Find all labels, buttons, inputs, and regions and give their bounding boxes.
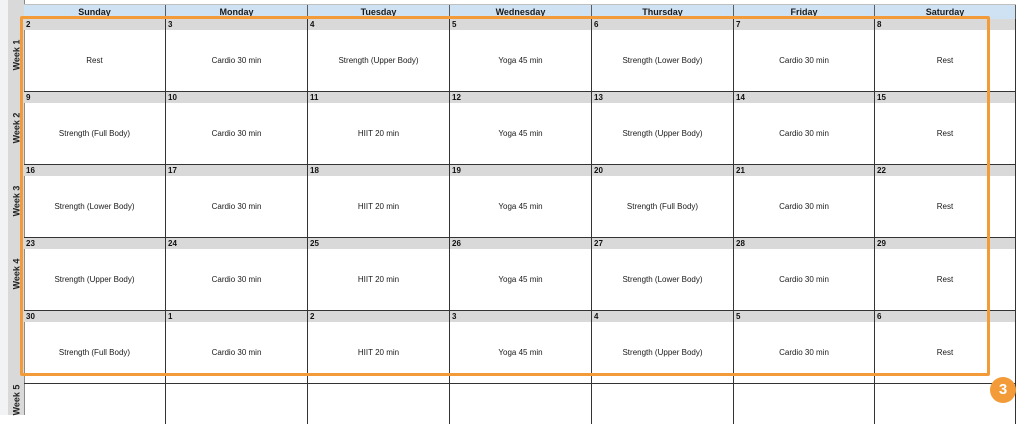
activity-text: Strength (Full Body) [58,348,131,357]
day-cell[interactable] [24,238,166,310]
day-cell[interactable] [734,238,875,310]
activity-text: Rest [936,56,954,65]
activity-text: Rest [936,129,954,138]
day-cell[interactable] [734,311,875,383]
day-cell[interactable] [592,19,734,91]
day-header-friday[interactable]: Friday [734,5,875,19]
date-number: 6 [592,19,733,30]
activity-text: Yoga 45 min [498,348,543,357]
activity-text: Rest [936,348,954,357]
activity-text: Cardio 30 min [779,275,829,284]
date-number: 5 [450,19,591,30]
day-header-row [24,4,1016,20]
day-cell[interactable] [308,92,450,164]
week-row [24,238,1016,311]
week-label [8,19,24,91]
day-cell[interactable] [592,165,734,237]
week-label-text: Week 4 [11,258,22,290]
date-number: 25 [308,238,449,249]
day-cell[interactable] [308,19,450,91]
activity-text: Cardio 30 min [211,56,262,65]
day-cell[interactable] [166,92,308,164]
day-cell[interactable] [734,92,875,164]
date-number: 6 [875,311,1015,322]
date-number: 22 [875,165,1015,176]
activity-text: Strength (Upper Body) [54,275,135,284]
date-number: 20 [592,165,733,176]
day-cell[interactable] [308,311,450,383]
day-cell[interactable] [875,165,1016,237]
activity-text: Rest [86,56,103,65]
date-number: 28 [734,238,874,249]
day-cell[interactable] [450,311,592,383]
date-number: 12 [450,92,591,103]
activity-text: Cardio 30 min [779,129,829,138]
day-cell-empty[interactable] [166,384,308,424]
date-number: 16 [24,165,165,176]
activity-text: Strength (Full Body) [58,129,131,138]
activity-text: Rest [936,202,954,211]
date-number: 4 [308,19,449,30]
day-cell[interactable] [875,238,1016,310]
day-cell[interactable] [592,238,734,310]
day-cell-empty[interactable] [24,384,166,424]
date-number: 8 [875,19,1015,30]
date-number: 30 [24,311,165,322]
day-header-sunday[interactable]: Sunday [24,5,166,19]
activity-text: Strength (Full Body) [626,202,699,211]
activity-text: Strength (Upper Body) [622,348,703,357]
date-number: 3 [166,19,307,30]
day-header-monday[interactable]: Monday [166,5,308,19]
week-row [24,19,1016,92]
day-cell[interactable] [166,19,308,91]
day-cell[interactable] [308,165,450,237]
week-label [8,384,24,415]
week-label [8,238,24,310]
date-number: 26 [450,238,591,249]
day-cell[interactable] [450,19,592,91]
day-header-saturday[interactable]: Saturday [875,5,1016,19]
date-number: 15 [875,92,1015,103]
week-row [24,311,1016,384]
activity-text: Strength (Upper Body) [338,56,419,65]
activity-text: Cardio 30 min [211,275,262,284]
activity-text: HIIT 20 min [357,129,400,138]
day-cell[interactable] [450,238,592,310]
day-cell[interactable] [450,92,592,164]
calendar-grid [24,19,1016,424]
day-cell-empty[interactable] [450,384,592,424]
date-number: 19 [450,165,591,176]
day-cell[interactable] [24,92,166,164]
week-row-empty [24,384,1016,424]
date-number: 17 [166,165,307,176]
day-cell[interactable] [166,311,308,383]
activity-text: Rest [936,275,954,284]
date-number: 29 [875,238,1015,249]
activity-text: Cardio 30 min [779,56,829,65]
activity-text: Strength (Lower Body) [54,202,135,211]
activity-text: Yoga 45 min [498,202,543,211]
day-cell-empty[interactable] [734,384,875,424]
activity-text: Yoga 45 min [498,56,543,65]
day-cell[interactable] [875,19,1016,91]
week-row [24,92,1016,165]
week-label-text: Week 5 [11,384,22,415]
day-header-tuesday[interactable]: Tuesday [308,5,450,19]
date-number: 4 [592,311,733,322]
day-cell[interactable] [308,238,450,310]
day-cell-empty[interactable] [592,384,734,424]
day-cell[interactable] [875,311,1016,383]
date-number: 5 [734,311,874,322]
date-number: 1 [166,311,307,322]
activity-text: HIIT 20 min [357,202,400,211]
date-number: 7 [734,19,874,30]
date-number: 14 [734,92,874,103]
date-number: 2 [24,19,165,30]
activity-text: Strength (Lower Body) [622,275,703,284]
selection-badge[interactable]: 3 [990,377,1016,403]
day-cell[interactable] [24,19,166,91]
day-cell[interactable] [734,19,875,91]
week-label-text: Week 2 [11,112,22,144]
day-header-thursday[interactable]: Thursday [592,5,734,19]
date-number: 24 [166,238,307,249]
day-header-wednesday[interactable]: Wednesday [450,5,592,19]
day-cell[interactable] [166,165,308,237]
activity-text: Strength (Lower Body) [622,56,703,65]
day-cell[interactable] [592,92,734,164]
date-number: 3 [450,311,591,322]
activity-text: Yoga 45 min [498,129,543,138]
activity-text: HIIT 20 min [357,348,400,357]
date-number: 10 [166,92,307,103]
day-cell[interactable] [875,92,1016,164]
day-cell[interactable] [24,311,166,383]
activity-text: Cardio 30 min [779,348,829,357]
day-cell[interactable] [592,311,734,383]
activity-text: Cardio 30 min [211,202,262,211]
date-number: 21 [734,165,874,176]
week-label-text: Week 3 [11,185,22,217]
activity-text: HIIT 20 min [357,275,400,284]
day-cell-empty[interactable] [308,384,450,424]
activity-text: Cardio 30 min [211,129,262,138]
week-row [24,165,1016,238]
day-cell[interactable] [24,165,166,237]
date-number: 13 [592,92,733,103]
activity-text: Cardio 30 min [211,348,262,357]
week-label-text: Week 1 [11,39,22,71]
day-cell[interactable] [166,238,308,310]
day-cell[interactable] [734,165,875,237]
activity-text: Strength (Upper Body) [622,129,703,138]
date-number: 11 [308,92,449,103]
date-number: 27 [592,238,733,249]
week-label [8,165,24,237]
activity-text: Yoga 45 min [498,275,543,284]
date-number: 9 [24,92,165,103]
week-label [8,92,24,164]
activity-text: Cardio 30 min [779,202,829,211]
day-cell[interactable] [450,165,592,237]
date-number: 18 [308,165,449,176]
date-number: 23 [24,238,165,249]
date-number: 2 [308,311,449,322]
